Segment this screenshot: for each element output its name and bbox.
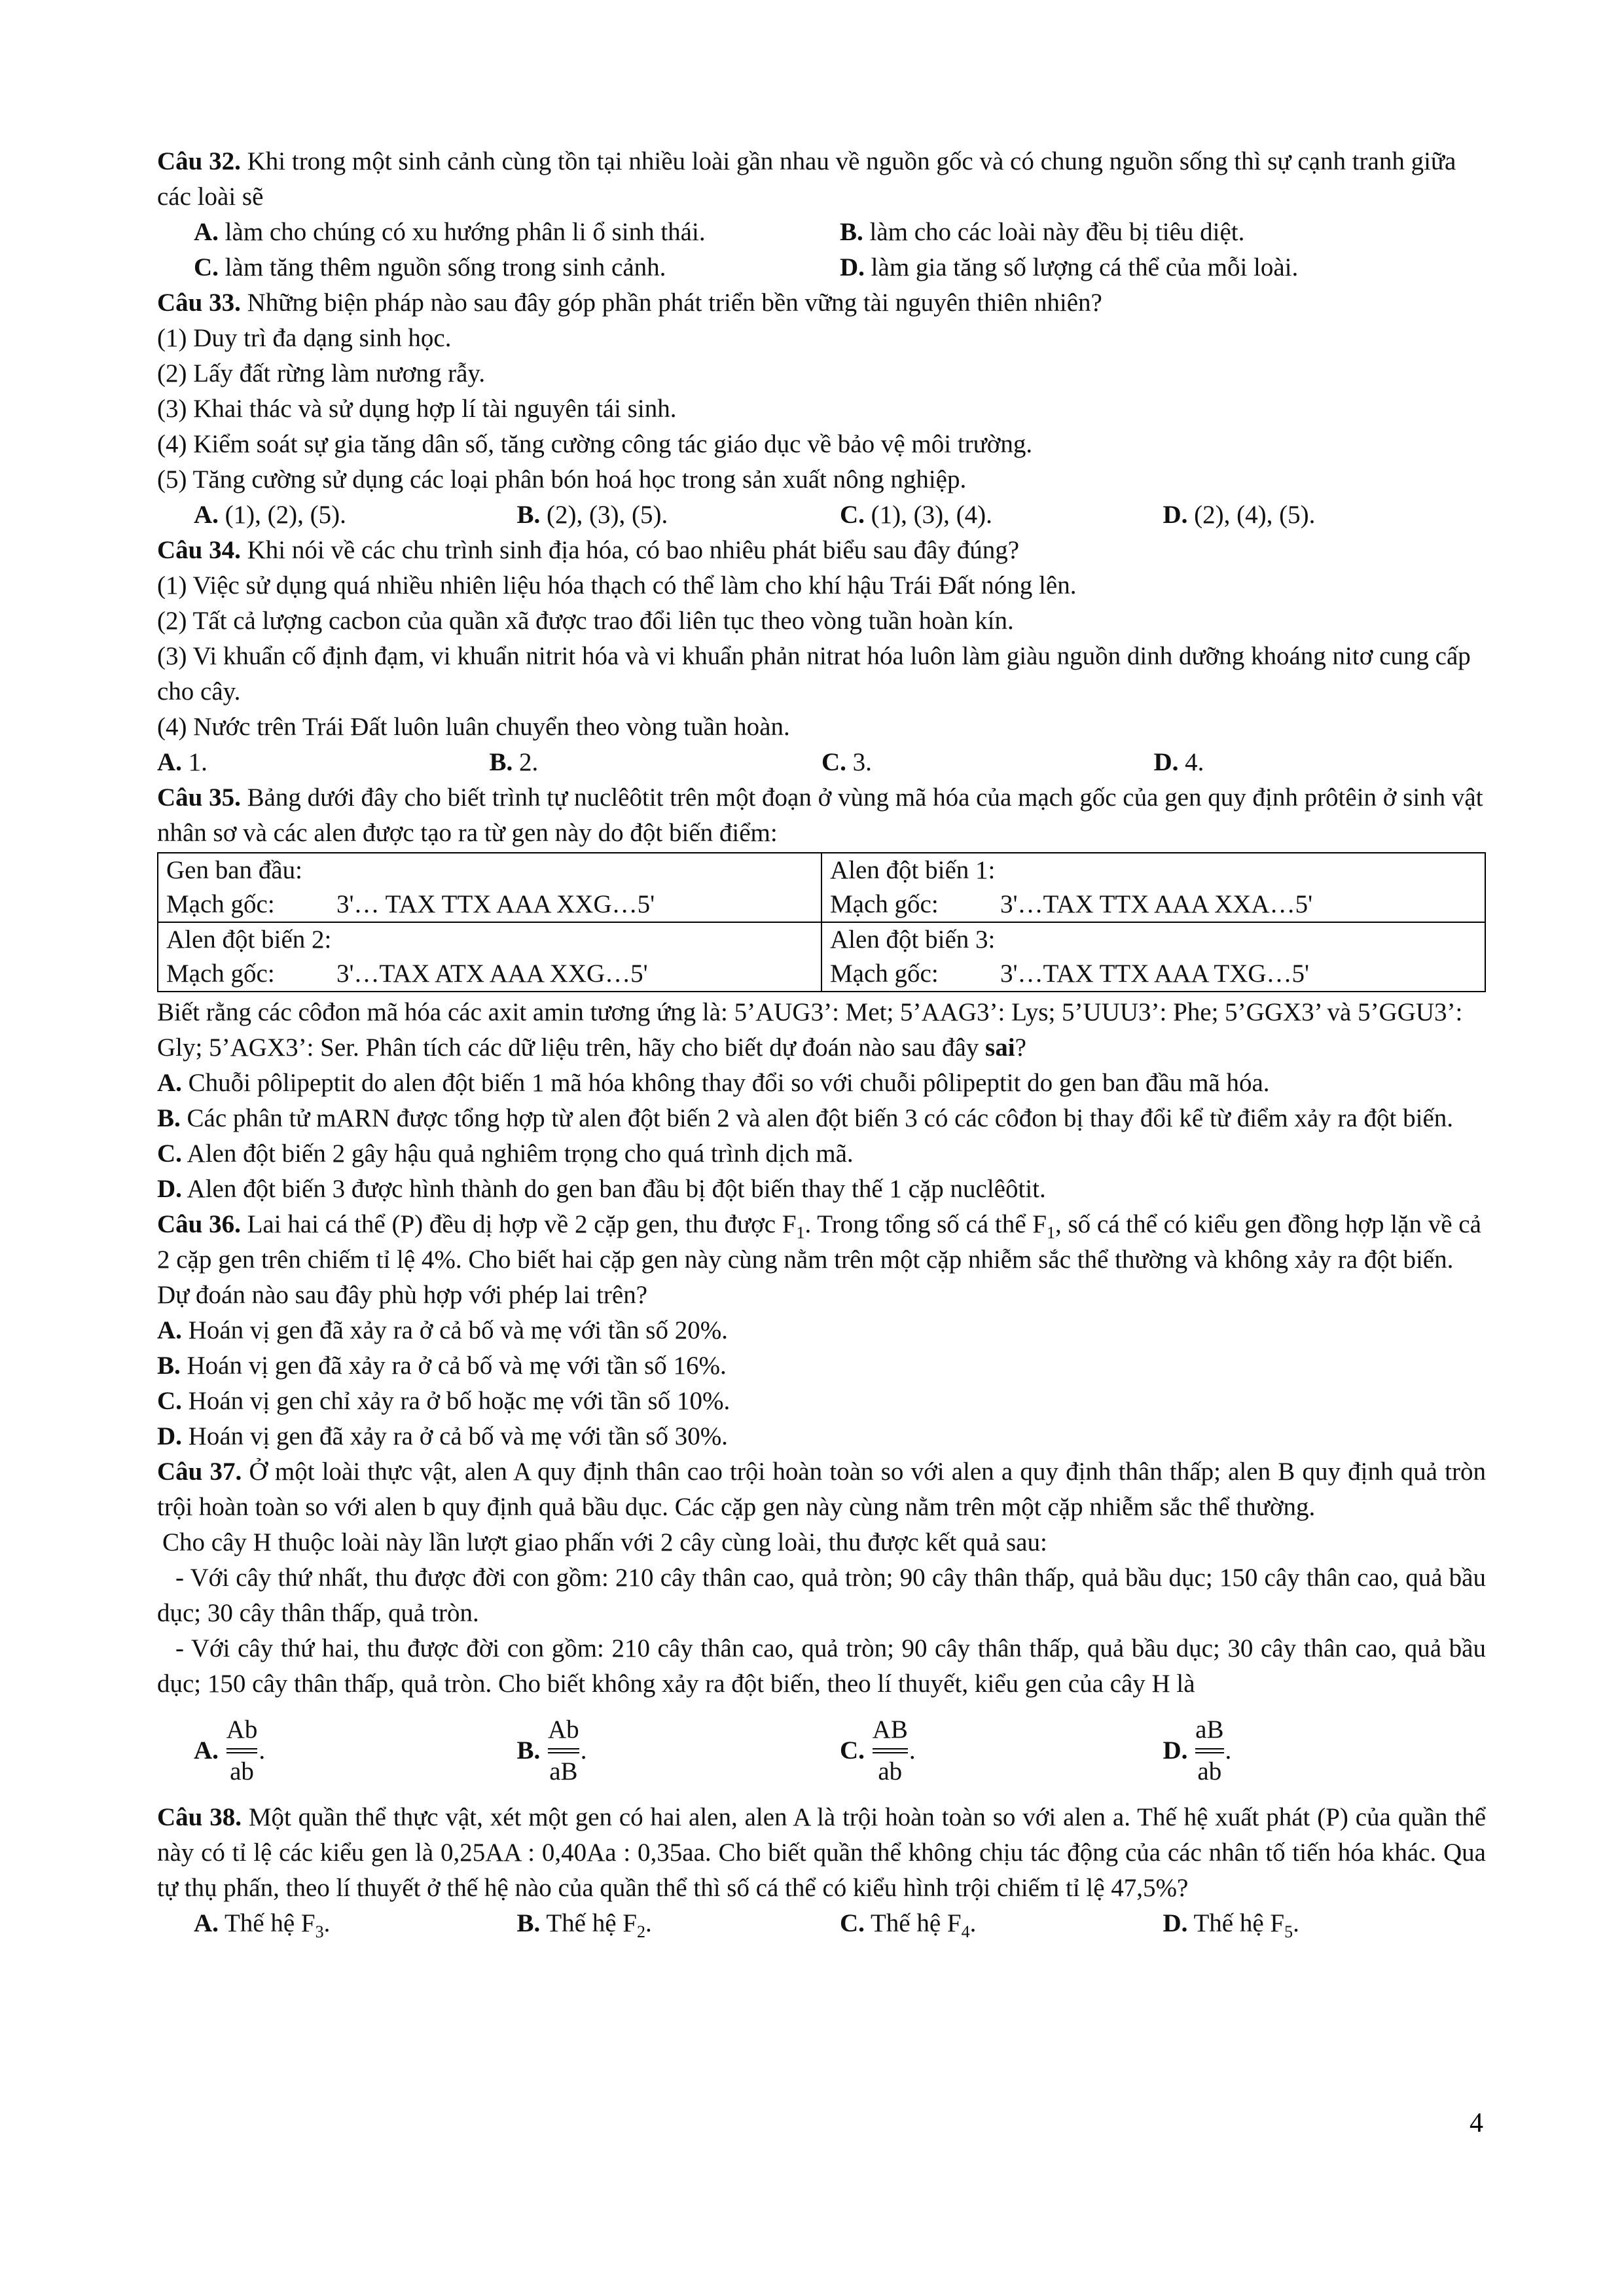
- genotype-fraction: Ab ab: [226, 1715, 258, 1785]
- table-cell-mutant-allele-1: Alen đột biến 1: Mạch gốc: 3'…TAX TTX AAA XXA…5': [821, 853, 1485, 922]
- option-d[interactable]: D. (2), (4), (5).: [1163, 501, 1316, 529]
- option-b[interactable]: B. làm cho các loài này đều bị tiêu diệt.: [840, 218, 1245, 246]
- option-c[interactable]: C. 3.: [821, 748, 872, 776]
- option-b[interactable]: B. (2), (3), (5).: [516, 501, 668, 529]
- option-a[interactable]: A. Thế hệ $F_3$.: [194, 1909, 331, 1941]
- statement-4: (4) Nước trên Trái Đất luôn luân chuyển theo vòng tuần hoàn.: [157, 713, 790, 741]
- option-d[interactable]: D. 4.: [1153, 748, 1204, 776]
- statement-1: (1) Việc sử dụng quá nhiều nhiên liệu hóa thạch có thể làm cho khí hậu Trái Đất nóng lên.: [157, 571, 1077, 600]
- statement-5: (5) Tăng cường sử dụng các loại phân bón hoá học trong sản xuất nông nghiệp.: [157, 465, 967, 493]
- option-d[interactable]: D. Alen đột biến 3 được hình thành do gen ban đầu bị đột biến thay thế 1 cặp nuclêôtit.: [157, 1175, 1046, 1203]
- question-37-stem: Câu 37. Ở một loài thực vật, alen A quy định thân cao trội hoàn toàn so với alen a quy định thân thấp; alen B quy định quả tròn trội hoàn toàn so với alen b quy định quả bầu dục. Các cặp gen này cùng nằm trên một cặp nhiễm sắc thể thường.: [157, 1458, 1487, 1521]
- option-b[interactable]: B. 2.: [489, 748, 539, 776]
- question-38: [157, 1800, 1486, 1941]
- question-36: [157, 1207, 1486, 1454]
- table-cell-original-gene: Gen ban đầu: Mạch gốc: 3'… TAX TTX AAA XXG…5': [158, 853, 821, 922]
- option-c[interactable]: C. Thế hệ $F_4$.: [840, 1909, 977, 1941]
- statement-3: (3) Khai thác và sử dụng hợp lí tài nguyên tái sinh.: [157, 395, 677, 423]
- option-c[interactable]: C. (1), (3), (4).: [840, 501, 992, 529]
- statement-4: (4) Kiểm soát sự gia tăng dân số, tăng cường công tác giáo dục về bảo vệ môi trường.: [157, 430, 1033, 458]
- question-33-options: [157, 497, 1486, 533]
- question-32: [157, 144, 1486, 285]
- table-cell-mutant-allele-3: Alen đột biến 3: Mạch gốc: 3'…TAX TTX AAA TXG…5': [821, 922, 1485, 992]
- option-c[interactable]: C. Hoán vị gen chỉ xảy ra ở bố hoặc mẹ với tần số 10%.: [157, 1387, 731, 1415]
- question-32-stem: Câu 32. Khi trong một sinh cảnh cùng tồn tại nhiều loài gần nhau về nguồn gốc và có chung nguồn sống thì sự cạnh tranh giữa các loài sẽ: [157, 147, 1456, 211]
- option-a[interactable]: A. Chuỗi pôlipeptit do alen đột biến 1 mã hóa không thay đổi so với chuỗi pôlipeptit do gen ban đầu mã hóa.: [157, 1069, 1270, 1097]
- statement-2: (2) Lấy đất rừng làm nương rẫy.: [157, 359, 486, 387]
- question-38-options: [157, 1906, 1486, 1941]
- question-37-setup: Cho cây H thuộc loài này lần lượt giao phấn với 2 cây cùng loài, thu được kết quả sau:: [162, 1528, 1047, 1556]
- question-35-stem: Câu 35. Bảng dưới đây cho biết trình tự nuclêôtit trên một đoạn ở vùng mã hóa của mạch gốc của gen quy định prôtêin ở sinh vật nhân sơ và các alen được tạo ra từ gen này do đột biến điểm:: [157, 783, 1483, 847]
- option-c[interactable]: C. Alen đột biến 2 gây hậu quả nghiêm trọng cho quá trình dịch mã.: [157, 1139, 854, 1168]
- option-a[interactable]: A. 1.: [157, 748, 208, 776]
- question-37-cross-1: - Với cây thứ nhất, thu được đời con gồm: 210 cây thân cao, quả tròn; 90 cây thân thấp, quả bầu dục; 150 cây thân cao, quả bầu dục; 30 cây thân thấp, quả tròn.: [157, 1564, 1486, 1627]
- question-37: [157, 1454, 1486, 1800]
- sequence-table: [157, 852, 1486, 992]
- question-34-options: [157, 745, 1486, 780]
- genotype-fraction: Ab aB: [548, 1715, 579, 1785]
- question-38-stem: Câu 38. Một quần thể thực vật, xét một gen có hai alen, alen A là trội hoàn toàn so với alen a. Thế hệ xuất phát (P) của quần thể này có tỉ lệ các kiểu gen là 0,25AA : 0,40Aa : 0,35aa. Cho biết quần thể không chịu tác động của các nhân tố tiến hóa khác. Qua tự thụ phấn, theo lí thuyết ở thế hệ nào của quần thể thì số cá thể có kiểu hình trội chiếm tỉ lệ 47,5%?: [157, 1803, 1487, 1902]
- option-a[interactable]: A. làm cho chúng có xu hướng phân li ổ sinh thái.: [194, 218, 706, 246]
- page-number: 4: [1470, 2108, 1483, 2138]
- option-d[interactable]: D. Hoán vị gen đã xảy ra ở cả bố và mẹ với tần số 30%.: [157, 1422, 728, 1450]
- option-b[interactable]: B. Các phân tử mARN được tổng hợp từ alen đột biến 2 và alen đột biến 3 có các côđon bị thay đổi kể từ điểm xảy ra đột biến.: [157, 1104, 1454, 1132]
- option-b[interactable]: B. Hoán vị gen đã xảy ra ở cả bố và mẹ với tần số 16%.: [157, 1352, 727, 1380]
- option-a[interactable]: A. Hoán vị gen đã xảy ra ở cả bố và mẹ với tần số 20%.: [157, 1316, 728, 1344]
- question-32-options-row-1: [157, 215, 1486, 250]
- question-34-stem: Câu 34. Khi nói về các chu trình sinh địa hóa, có bao nhiêu phát biểu sau đây đúng?: [157, 536, 1020, 564]
- question-34: [157, 533, 1486, 780]
- statement-3: (3) Vi khuẩn cố định đạm, vi khuẩn nitrit hóa và vi khuẩn phản nitrat hóa luôn làm giàu nguồn dinh dưỡng khoáng nitơ cung cấp cho cây.: [157, 642, 1471, 706]
- genotype-fraction: aB ab: [1195, 1715, 1224, 1785]
- question-32-options-row-2: [157, 250, 1486, 285]
- statement-1: (1) Duy trì đa dạng sinh học.: [157, 324, 452, 352]
- genotype-fraction: AB ab: [872, 1715, 908, 1785]
- statement-2: (2) Tất cả lượng cacbon của quần xã được trao đổi liên tục theo vòng tuần hoàn kín.: [157, 607, 1014, 635]
- option-c[interactable]: C. AB ab .: [840, 1713, 1163, 1789]
- table-cell-mutant-allele-2: Alen đột biến 2: Mạch gốc: 3'…TAX ATX AAA XXG…5': [158, 922, 821, 992]
- option-c[interactable]: C. làm tăng thêm nguồn sống trong sinh cảnh.: [194, 253, 666, 281]
- question-35: [157, 780, 1486, 1207]
- question-33: [157, 285, 1486, 533]
- option-d[interactable]: D. aB ab .: [1163, 1713, 1487, 1789]
- question-35-codon-info: Biết rằng các côđon mã hóa các axit amin tương ứng là: 5’AUG3’: Met; 5’AAG3’: Lys; 5’UUU3’: Phe; 5’GGX3’ và 5’GGU3’: Gly; 5’AGX3’: Ser. Phân tích các dữ liệu trên, hãy cho biết dự đoán nào sau đây sai?: [157, 998, 1463, 1062]
- exam-page: [157, 144, 1486, 1941]
- question-37-cross-2: - Với cây thứ hai, thu được đời con gồm: 210 cây thân cao, quả tròn; 90 cây thân thấp, quả bầu dục; 30 cây thân cao, quả bầu dục; 150 cây thân thấp, quả tròn. Cho biết không xảy ra đột biến, theo lí thuyết, kiểu gen của cây H là: [157, 1634, 1486, 1698]
- option-d[interactable]: D. làm gia tăng số lượng cá thể của mỗi loài.: [840, 253, 1299, 281]
- question-33-stem: Câu 33. Những biện pháp nào sau đây góp phần phát triển bền vững tài nguyên thiên nhiên?: [157, 289, 1102, 317]
- option-d[interactable]: D. Thế hệ $F_5$.: [1163, 1909, 1299, 1941]
- option-b[interactable]: B. Ab aB .: [517, 1713, 840, 1789]
- option-a[interactable]: A. Ab ab .: [194, 1713, 517, 1789]
- option-a[interactable]: A. (1), (2), (5).: [194, 501, 346, 529]
- option-b[interactable]: B. Thế hệ $F_2$.: [516, 1909, 652, 1941]
- question-37-options: [157, 1702, 1486, 1800]
- question-36-stem: Câu 36. Lai hai cá thể (P) đều dị hợp về 2 cặp gen, thu được $F_1$. Trong tổng số cá thể $F_1$, số cá thể có kiểu gen đồng hợp lặn về cả 2 cặp gen trên chiếm tỉ lệ 4%. Cho biết hai cặp gen này cùng nằm trên một cặp nhiễm sắc thể thường và không xảy ra đột biến. Dự đoán nào sau đây phù hợp với phép lai trên?: [157, 1210, 1481, 1309]
